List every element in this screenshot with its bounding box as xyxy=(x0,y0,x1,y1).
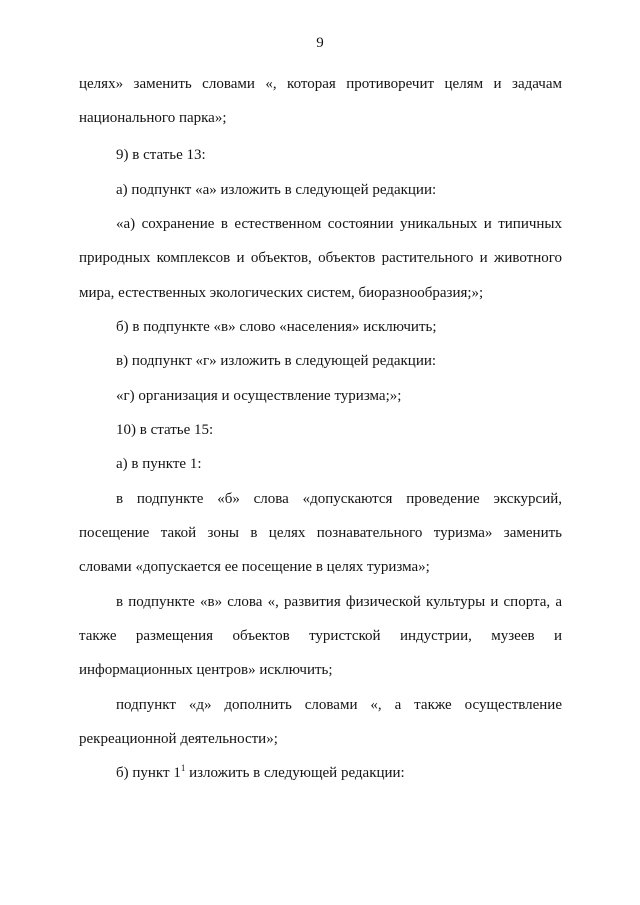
text-line: посещение такой зоны в целях познавательного туризма» заменить xyxy=(79,525,562,541)
text-line: словами «допускается ее посещение в целях туризма»; xyxy=(79,559,430,575)
text-line: информационных центров» исключить; xyxy=(79,662,333,678)
superscript-number: 1 xyxy=(180,763,186,773)
text-line: 9) в статье 13: xyxy=(116,147,206,163)
text-fragment: б) пункт 1 xyxy=(116,765,181,781)
text-line: «а) сохранение в естественном состоянии уникальных и типичных xyxy=(116,216,562,232)
text-line: в) подпункт «г» изложить в следующей редакции: xyxy=(116,353,437,369)
text-line: целях» заменить словами «, которая противоречит целям и задачам xyxy=(79,76,562,92)
text-line: национального парка»; xyxy=(79,110,227,126)
text-line: а) в пункте 1: xyxy=(116,456,202,472)
text-line-with-superscript xyxy=(116,764,562,782)
text-line: подпункт «д» дополнить словами «, а также осуществление xyxy=(116,697,562,713)
text-line: природных комплексов и объектов, объектов растительного и животного xyxy=(79,250,562,266)
text-line: рекреационной деятельности»; xyxy=(79,731,278,747)
text-line: мира, естественных экологических систем, биоразнообразия;»; xyxy=(79,285,484,301)
text-line: б) в подпункте «в» слово «населения» исключить; xyxy=(116,319,437,335)
page-number: 9 xyxy=(316,35,324,51)
text-line: в подпункте «в» слова «, развития физической культуры и спорта, а xyxy=(116,594,562,610)
text-line: а) подпункт «а» изложить в следующей редакции: xyxy=(116,182,437,198)
text-line: в подпункте «б» слова «допускаются проведение экскурсий, xyxy=(116,491,562,507)
text-line: также размещения объектов туристской индустрии, музеев и xyxy=(79,628,562,644)
text-line: 10) в статье 15: xyxy=(116,422,214,438)
text-fragment: изложить в следующей редакции: xyxy=(185,765,405,781)
text-line: «г) организация и осуществление туризма;»; xyxy=(116,388,402,404)
